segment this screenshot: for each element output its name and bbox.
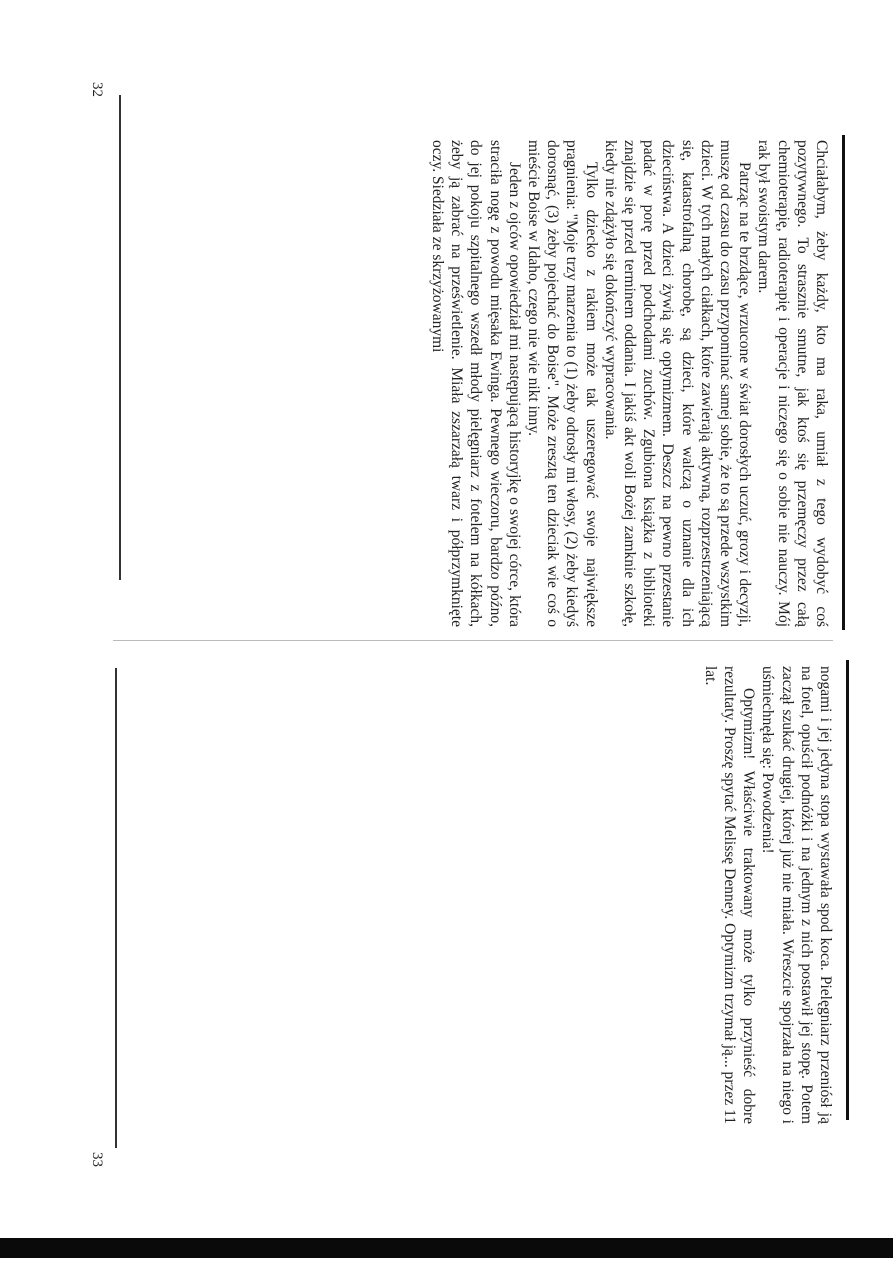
right-page-text [701, 666, 835, 1124]
footer-rule-right [115, 668, 117, 1148]
page-number-right: 33 [89, 1152, 105, 1167]
paragraph: Optymizm! Właściwie traktowany może tylko przynieść dobre rezultaty. Proszę spytać Melissę Denney. Optymizm trzymał ją... przez 11 lat. [701, 666, 758, 1124]
paragraph: Jeden z ojców opowiedział mi następującą historyjkę o swojej córce, która straciła nogę z powodu mięsaka Ewinga. Pewnego wieczoru, bardzo późno, do jej pokoju szpitalnego wszedł młody pielęgniarz z fotelem na kółkach, żeby ją zabrać na prześwietlenie. Miała zszarzałą twarz i półprzymknięte oczy. Siedziała ze skrzyżowanymi [428, 140, 523, 627]
top-edge-rule-left [842, 135, 845, 630]
paragraph: nogami i jej jedyna stopa wystawała spod koca. Pielęgniarz przeniósł ją na fotel, opuścił podnóżki i na jednym z nich postawił jej stopę. Potem zaczął szukać drugiej, której już nie miała. Wreszcie spojrzała na niego i uśmiechnęła się: Powodzenia! [759, 666, 834, 1124]
top-edge-rule-right [846, 660, 849, 1120]
paragraph: Chciałabym, żeby każdy, kto ma raka, umiał z tego wydobyć coś pozytywnego. To strasznie smutne, jak ktoś się przemęczy przez całą chemioterapię, radioterapię i operacje i niczego się o sobie nie nauczy. Mój rak był swoistym darem. [755, 140, 830, 627]
left-page-text [428, 140, 831, 627]
page-number-left: 32 [89, 82, 105, 97]
paragraph: Patrząc na te brzdące, wrzucone w świat dorosłych uczuć, grozy i decyzji, muszę od czasu do czasu przypominać samej sobie, że to są przede wszystkim dzieci. W tych małych ciałkach, które zawierają aktywną, rozprzestrzeniającą się, katastrofalną chorobę, są dzieci, które walczą o uznanie dla ich dzieciństwa. A dzieci żywią się optymizmem. Deszcz na pewno przestanie padać w porę przed podchodami zuchów. Zgubiona książka z biblioteki znajdzie się przed terminem oddania. I jakiś akt woli Bożej zamknie szkołę, kiedy nie zdążyło się dokończyć wypracowania. [601, 140, 754, 627]
paragraph: Tylko dziecko z rakiem może tak uszeregować swoje największe pragnienia: "Moje trzy marzenia to (1) żeby odrosły mi włosy, (2) żeby kiedyś dorosnąć, (3) żeby pojechać do Boise". Może zresztą ten dzieciak wie coś o mieście Boise w Idaho, czego nie wie nikt inny. [524, 140, 600, 627]
footer-rule-left [119, 95, 121, 580]
scan-edge-shadow [0, 1238, 893, 1258]
gutter-line [113, 640, 833, 641]
